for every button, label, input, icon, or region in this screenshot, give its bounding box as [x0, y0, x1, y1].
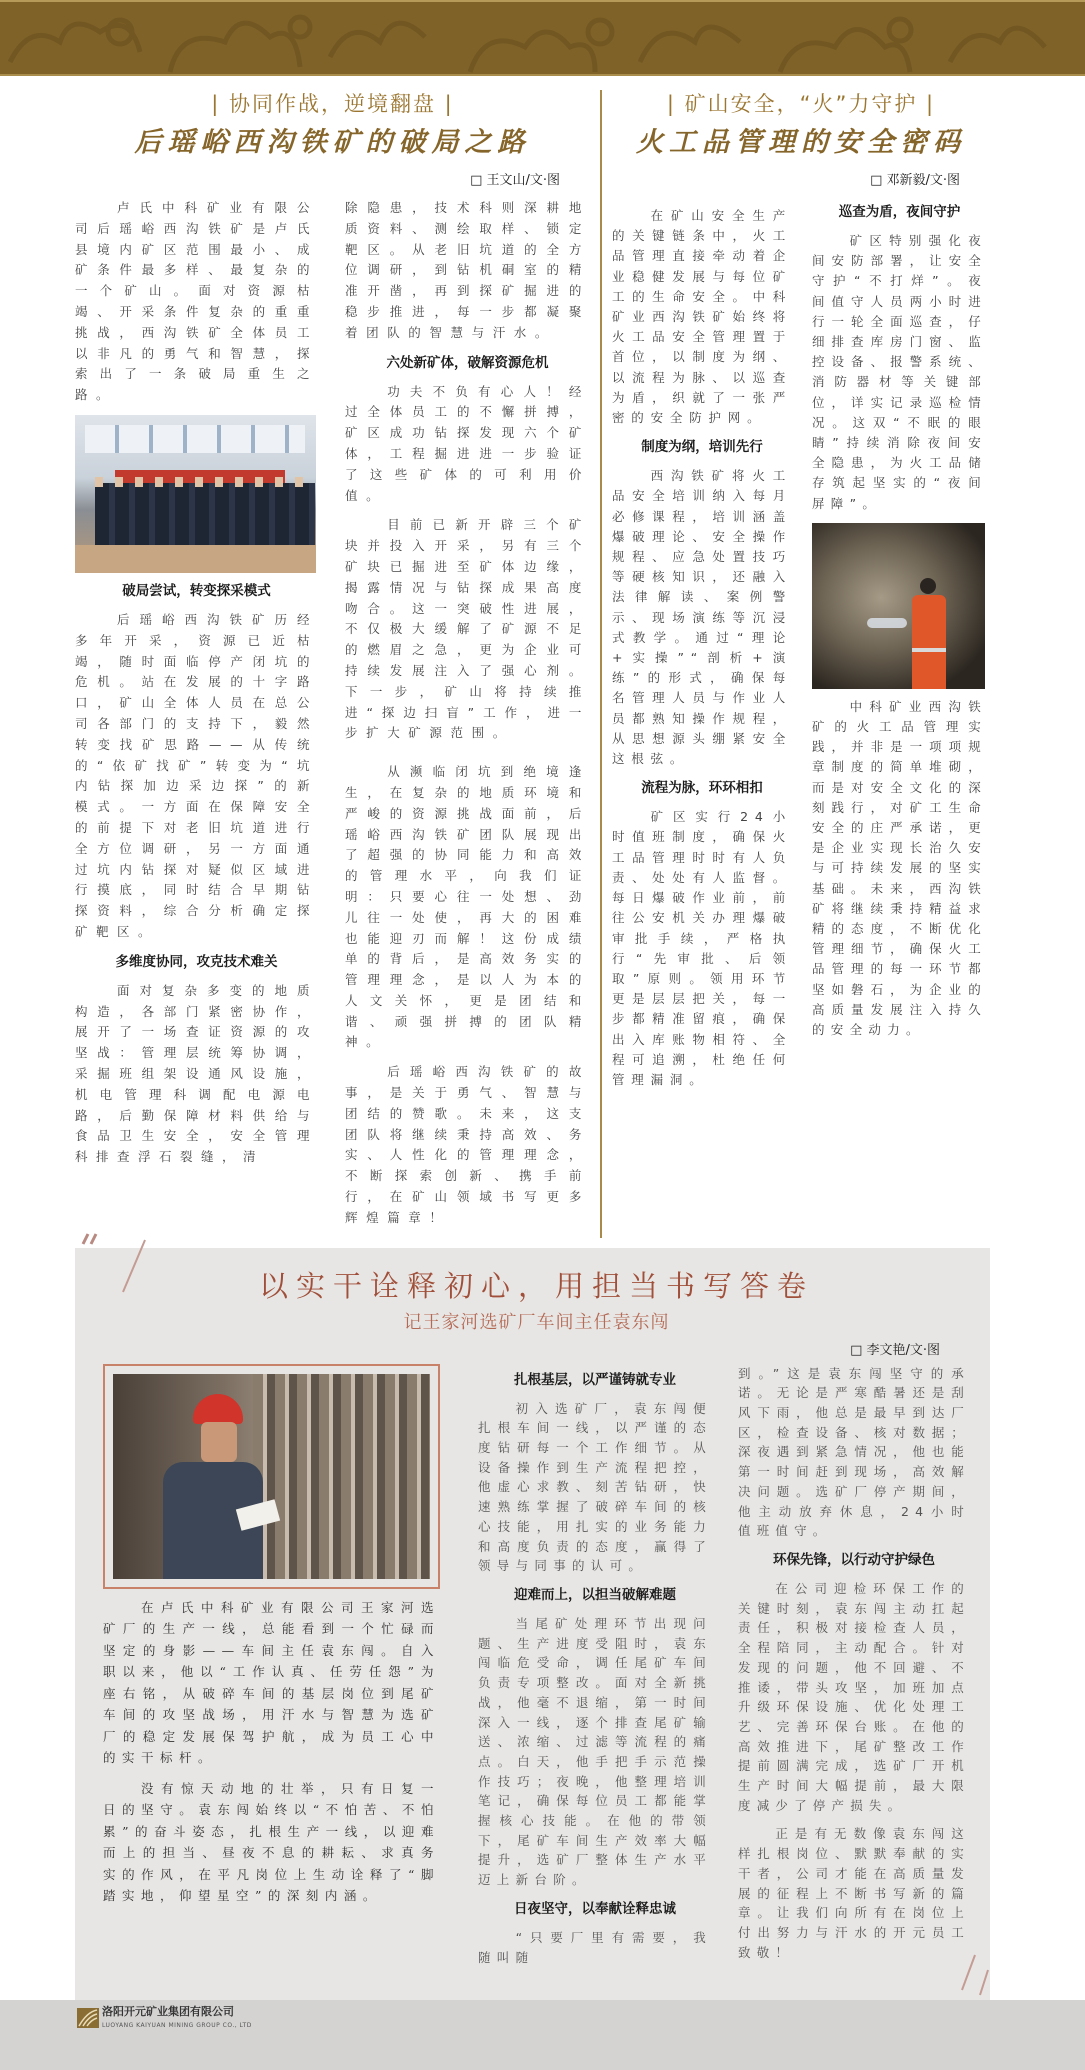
- left-article: [75, 90, 590, 1238]
- right-article-columns: [612, 196, 990, 1099]
- paragraph: 后瑶峪西沟铁矿历经多年开采，资源已近枯竭，随时面临停产闭坑的危机。站在发展的十字路口，矿山全体人员在总公司各部门的支持下，毅然转变找矿思路——从传统的“依矿找矿”转变为“坑内钻探加边采边探”的新模式。一方面在保障安全的前提下对老旧坑道进行全方位调研，另一方面通过坑内钻探对疑似区域进行摸底，同时结合早期钻探资料，综合分析确定探矿靶区。: [75, 611, 318, 939]
- footer-bar: [0, 2000, 1085, 2070]
- column-divider: [600, 90, 602, 1238]
- section-heading: 六处新矿体，破解资源危机: [386, 354, 549, 371]
- header-cloud-pattern-band: [0, 0, 1085, 76]
- right-article-col1: [612, 206, 792, 1099]
- paragraph: 卢氏中科矿业有限公司后瑶峪西沟铁矿是卢氏县境内矿区范围最小、成矿条件最多样、最复杂的一个矿山。面对资源枯竭、开采条件复杂的重重挑战，西沟铁矿全体员工以非凡的勇气和智慧，探索出了一条破局重生之路。: [75, 200, 318, 403]
- footer-company-name-en: LUOYANG KAIYUAN MINING GROUP CO., LTD: [102, 2022, 252, 2030]
- left-article-col1: [75, 198, 318, 406]
- feature-columns: [103, 1364, 970, 1977]
- section-heading: 迎难而上，以担当破解难题: [514, 1586, 676, 1603]
- paragraph: 在公司迎检环保工作的关键时刻，袁东闯主动扛起责任，积极对接检查人员，全程陪同，主动配合。针对发现的问题，他不回避、不推诿，带头攻坚，加班加点升级环保设施、优化处理工艺、完善环保台账。在他的高效推进下，尾矿整改工作提前圆满完成，选矿厂开机生产时间大幅提前，最大限度减少了停产损失。: [738, 1580, 970, 1813]
- feature-col1-wrap: [103, 1364, 440, 1916]
- decorative-slash-icon: [75, 1230, 155, 1300]
- paragraph: 后瑶峪西沟铁矿的故事，是关于勇气、智慧与团结的赞歌。未来，这支团队将继续秉持高效、务实、人性化的管理理念，不断探索创新、携手前行，在矿山领域书写更多辉煌篇章！: [345, 1064, 590, 1225]
- paragraph: “只要厂里有需要，我随叫随: [478, 1929, 712, 1965]
- paragraph: 矿区特别强化夜间安防部署，让安全守护“不打烊”。夜间值守人员两小时进行一轮全面巡查，仔细排查库房门窗、监控设备、报警系统、消防器材等关键部位，详实记录巡检情况。这双“不眠的眼睛”持续消除夜间安全隐患，为火工品储存筑起坚实的“夜间屏障”。: [812, 233, 987, 511]
- left-article-columns: [75, 198, 590, 1238]
- section-heading: 日夜坚守，以奉献诠释忠诚: [514, 1900, 676, 1917]
- section-heading: 多维度协同，攻克技术难关: [115, 953, 278, 970]
- section-heading: 破局尝试，转变探采模式: [122, 582, 271, 599]
- paragraph: 矿区实行24小时值班制度，确保火工品管理时时有人负责、处处有人监督。每日爆破作业前，前往公安机关办理爆破审批手续，严格执行“先审批、后领取”原则。领用环节更是层层把关，每一步都精准留痕，确保出入库账物相符、全程可追溯，杜绝任何管理漏洞。: [612, 809, 792, 1087]
- paragraph: 从濒临闭坑到绝境逢生，在复杂的地质环境和严峻的资源挑战面前，后瑶峪西沟铁矿团队展现出了超强的协同能力和高效的管理水平，向我们证明：只要心往一处想、劲儿往一处使，再大的困难也能迎刃而解！这份成绩单的背后，是高效务实的管理理念，是以人为本的人文关怀，更是团结和谐、顽强拼搏的团队精神。: [345, 764, 590, 1050]
- left-article-col2-wrap: [345, 198, 590, 1238]
- paragraph: 没有惊天动地的壮举，只有日复一日的坚守。袁东闯始终以“不怕苦、不怕累”的奋斗姿态，扎根生产一线，以迎难而上的担当、昼夜不息的耕耘、求真务实的作风，在平凡岗位上生动诠释了“脚踏实地，仰望星空”的深刻内涵。: [103, 1780, 440, 1904]
- paragraph: 功夫不负有心人！经过全体员工的不懈拼搏，矿区成功钻探发现六个矿体，工程掘进进一步验证了这些矿体的可利用价值。: [345, 383, 590, 503]
- paragraph: 面对复杂多变的地质构造，各部门紧密协作，展开了一场查证资源的攻坚战：管理层统筹协调，采掘班组架设通风设施，机电管理科调配电源电路，后勤保障材料供给与食品卫生安全，安全管理科排查浮石裂缝，清: [75, 982, 318, 1165]
- cloud-pattern-icon: [0, 2, 1085, 74]
- feature-col2: [478, 1364, 712, 1977]
- top-section: [0, 76, 1085, 1248]
- paragraph: 目前已新开辟三个矿块并投入开采，另有三个矿块已掘进至矿体边缘，揭露情况与钻探成果高度吻合。这一突破性进展，不仅极大缓解了矿源不足的燃眉之急，更为企业可持续发展注入了强心剂。下一步，矿山将持续推进“探边扫盲”工作，进一步扩大矿源范围。: [345, 517, 590, 741]
- feature-title: 以实干诠释初心，用担当书写答卷: [258, 1268, 814, 1303]
- section-heading: 流程为脉，环环相扣: [641, 780, 763, 797]
- paragraph: 当尾矿处理环节出现问题、生产进度受阻时，袁东闯临危受命，调任尾矿车间负责专项整改。面对全新挑战，他毫不退缩，第一时间深入一线，逐个排查尾矿输送、浓缩、过滤等流程的痛点。白天，他手把手示范操作技巧；夜晚，他整理培训笔记，确保每位员工都能掌握核心技能。在他的带领下，尾矿车间生产效率大幅提升，选矿厂整体生产水平迈上新台阶。: [478, 1615, 712, 1888]
- left-article-byline: □ 王文山/文·图: [470, 173, 560, 188]
- worker-photo: [103, 1364, 440, 1589]
- feature-col3: [738, 1364, 970, 1972]
- left-article-col2-continued: [345, 762, 590, 1229]
- paragraph: 初入选矿厂，袁东闯便扎根车间一线，以严谨的态度钻研每一个工作细节。从设备操作到生产流程把控，他虚心求教、刻苦钻研，快速熟练掌握了破碎车间的核心技能，用扎实的业务能力和高度负责的态度，赢得了领导与同事的认可。: [478, 1400, 712, 1574]
- left-article-col1-wrap: [75, 198, 318, 1177]
- right-article-col2-continued: [812, 697, 987, 1040]
- paragraph: 西沟铁矿将火工品安全培训纳入每月必修课程，培训涵盖爆破理论、安全操作规程、应急处置技巧等硬核知识，还融入法律解读、案例警示、现场演练等沉浸式教学。通过“理论+实操”“剖析+演练”的形式，确保每名管理人员与作业人员都熟知操作规程，从思想源头绷紧安全这根弦。: [612, 468, 792, 767]
- section-heading: 巡查为盾，夜间守护: [838, 204, 961, 220]
- section-heading: 扎根基层，以严谨铸就专业: [514, 1371, 676, 1388]
- paragraph: 在矿山安全生产的关键链条中，火工品管理直接牵动着企业稳健发展与每位矿工的生命安全。中科矿业西沟铁矿始终将火工品安全管理置于首位，以制度为纲、以流程为脉、以巡查为盾，织就了一张严密的安全防护网。: [612, 208, 792, 426]
- right-article-byline: □ 邓新毅/文·图: [870, 173, 960, 188]
- right-article-kicker: | 矿山安全，“火”力守护 |: [666, 92, 936, 116]
- right-article: [612, 90, 990, 1238]
- left-article-title: 后瑶峪西沟铁矿的破局之路: [134, 127, 531, 158]
- mine-tunnel-photo: [812, 523, 985, 689]
- section-heading: 环保先锋，以行动守护绿色: [773, 1551, 935, 1568]
- section-heading: 制度为纲，培训先行: [641, 439, 763, 456]
- team-photo: [75, 415, 316, 573]
- paragraph: 到。”这是袁东闯坚守的承诺。无论是严寒酷暑还是刮风下雨，他总是最早到达厂区，检查设备、核对数据；深夜遇到紧急情况，他也能第一时间赶到现场，高效解决问题。选矿厂停产期间，他主动放弃休息，24小时值班值守。: [738, 1365, 970, 1539]
- right-article-col2: [812, 202, 987, 514]
- feature-subtitle: 记王家河选矿厂车间主任袁东闯: [403, 1311, 670, 1333]
- paragraph: 正是有无数像袁东闯这样扎根岗位、默默奉献的实干者，公司才能在高质量发展的征程上不断书写新的篇章。让我们向所有在岗位上付出努力与汗水的开元员工致敬！: [738, 1826, 970, 1960]
- left-article-kicker: | 协同作战，逆境翻盘 |: [211, 92, 454, 116]
- feature-panel: [75, 1248, 990, 2001]
- left-article-col1-continued: [75, 581, 318, 1168]
- paragraph: 在卢氏中科矿业有限公司王家河选矿厂的生产一线，总能看到一个忙碌而坚定的身影——车间主任袁东闯。自入职以来，他以“工作认真、任劳任怨”为座右铭，从破碎车间的基层岗位到尾矿车间的攻坚战场，用汗水与智慧为选矿厂的稳定发展保驾护航，成为员工心中的实干标杆。: [103, 1599, 440, 1766]
- right-article-title: 火工品管理的安全密码: [636, 127, 966, 158]
- paragraph: 除隐患，技术科则深耕地质资料、测绘取样、锁定靶区。从老旧坑道的全方位调研，到钻机硐室的精准开凿，再到探矿掘进的稳步推进，每一步都凝聚着团队的智慧与汗水。: [345, 200, 590, 340]
- decorative-slash-corner-icon: [950, 1950, 990, 2000]
- feature-byline: □ 李文艳/文·图: [850, 1342, 940, 1358]
- company-logo-icon: [77, 2008, 99, 2028]
- left-article-col2: [345, 198, 590, 744]
- footer-company-name: 洛阳开元矿业集团有限公司: [102, 2005, 234, 2019]
- right-article-col2-wrap: [812, 196, 987, 1049]
- feature-col1: [103, 1597, 440, 1907]
- paragraph: 中科矿业西沟铁矿的火工品管理实践，并非是一项项规章制度的简单堆砌，而是对安全文化的深刻践行，对矿工生命安全的庄严承诺，更是企业实现长治久安与可持续发展的坚实基础。未来，西沟铁矿将继续秉持精益求精的态度，不断优化管理细节，确保火工品管理的每一环节都坚如磐石，为企业的高质量发展注入持久的安全动力。: [812, 698, 987, 1038]
